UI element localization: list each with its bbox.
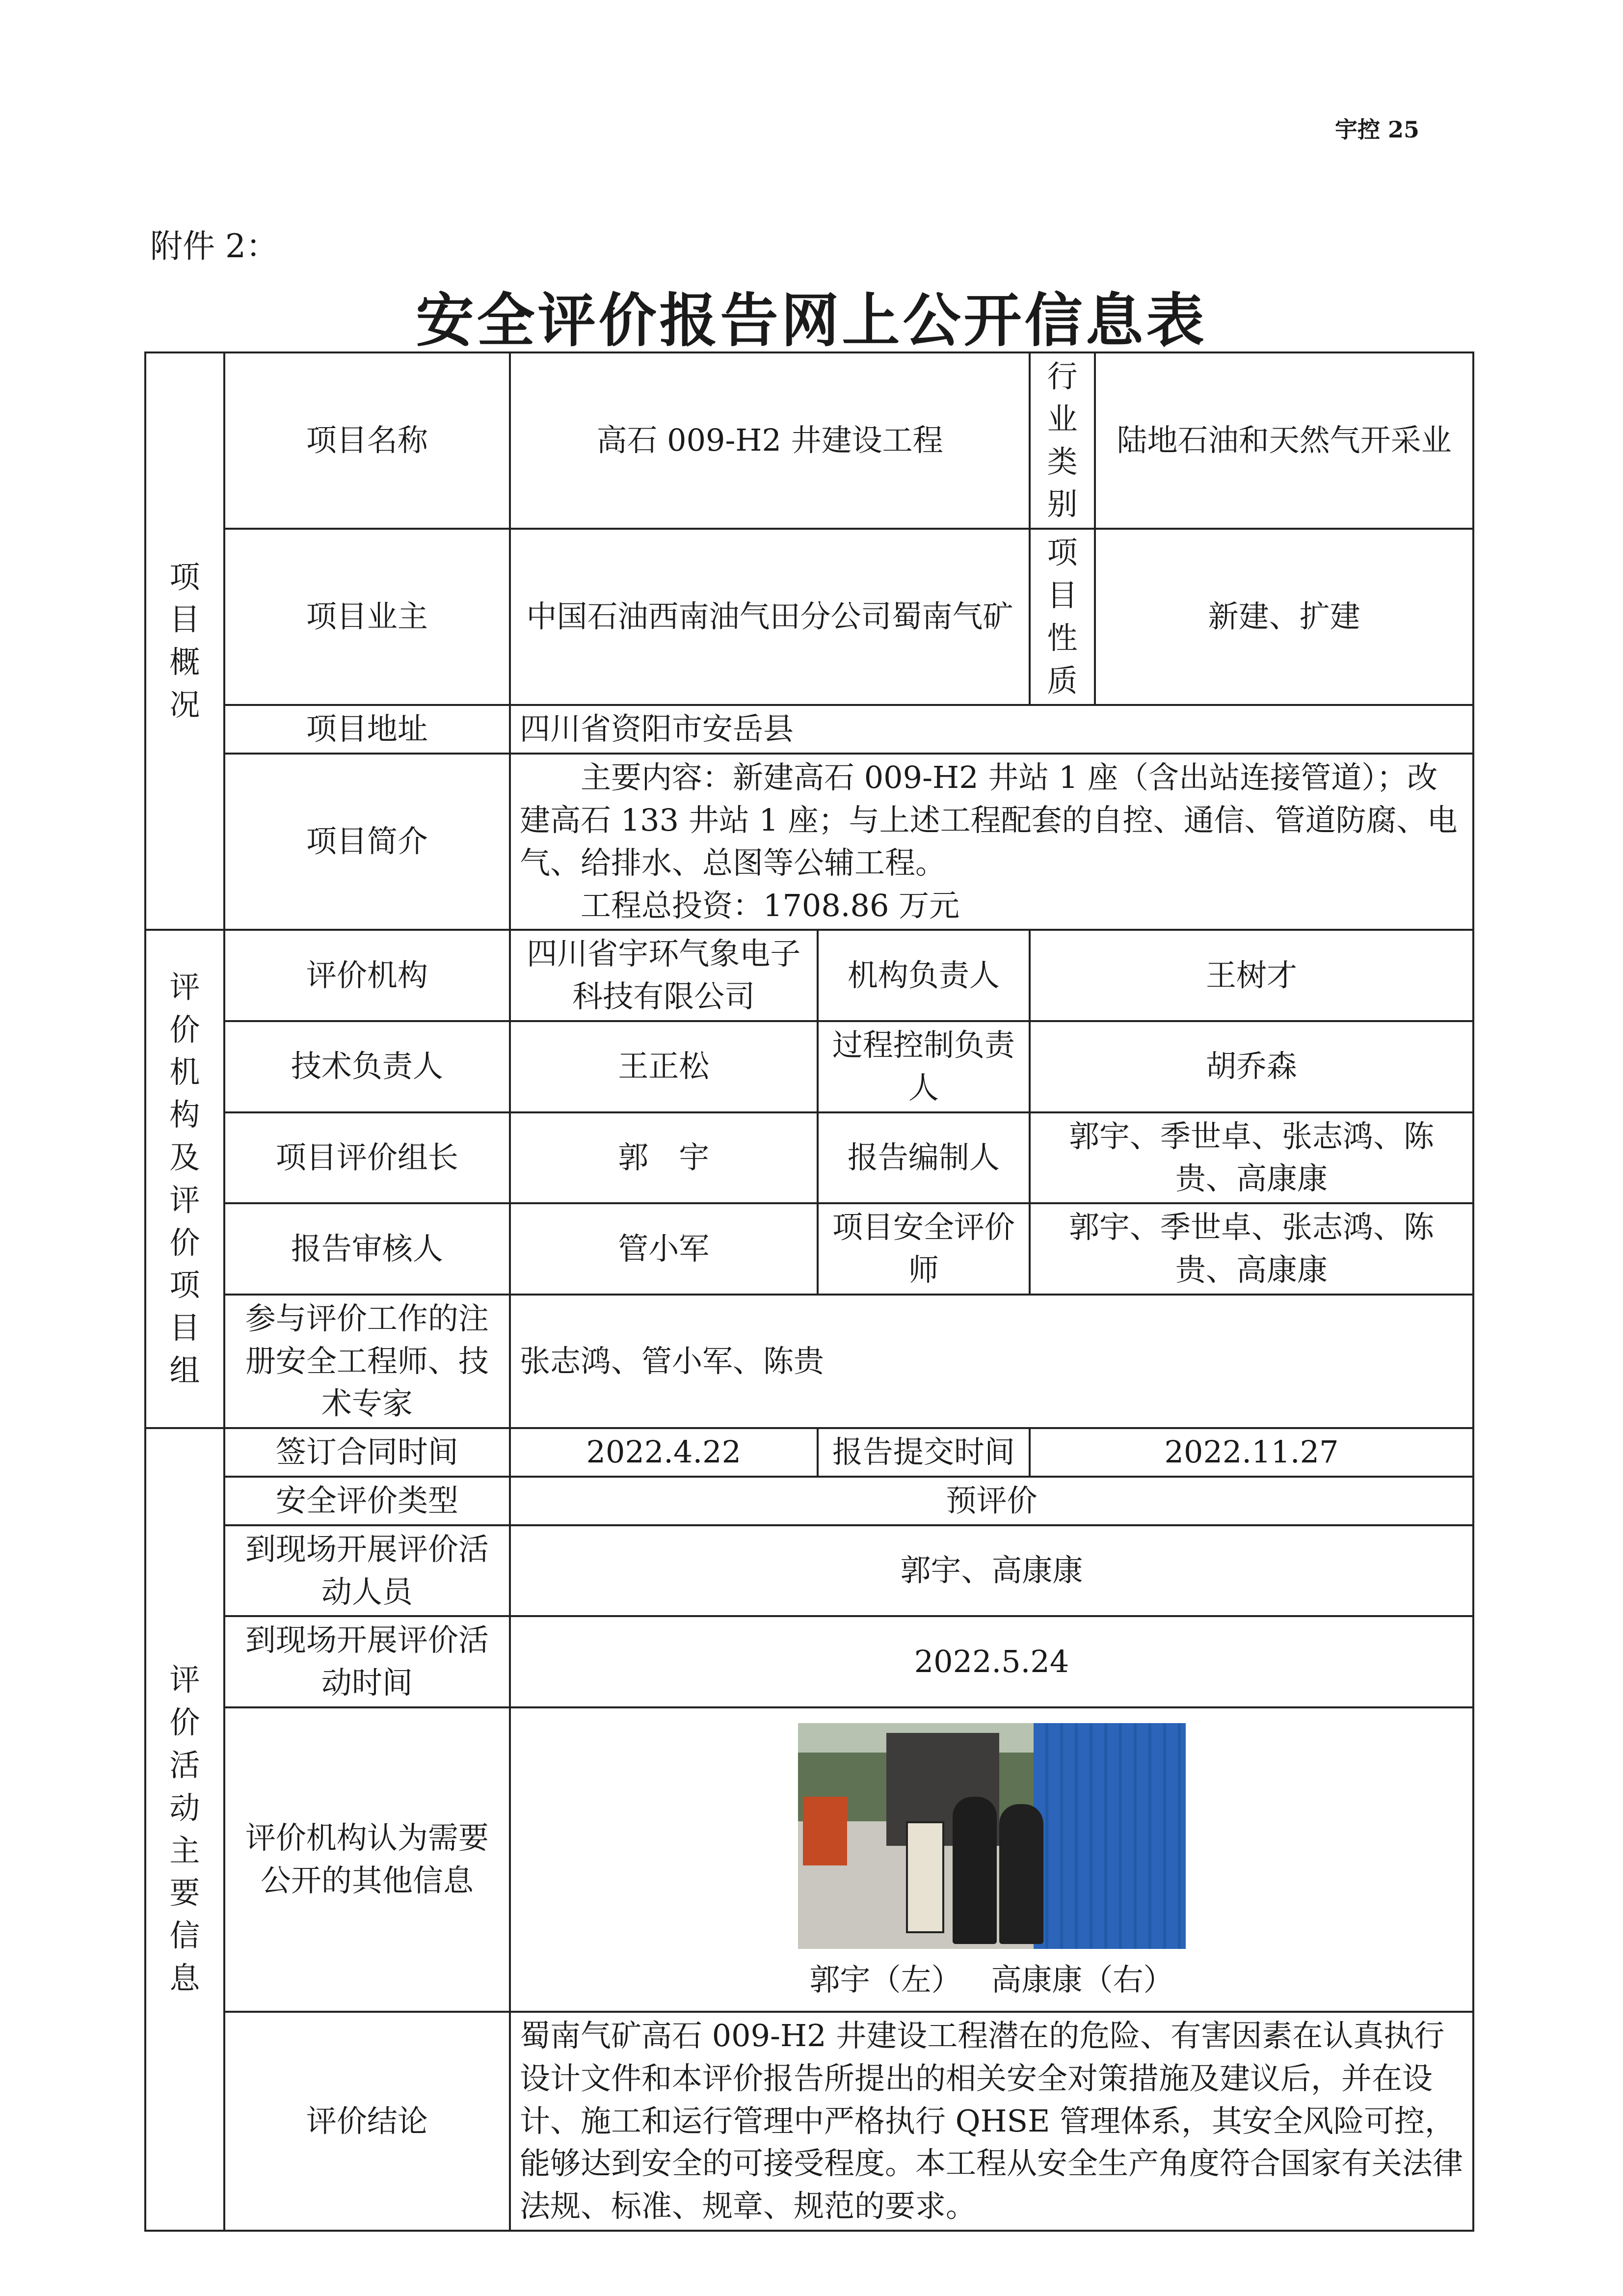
evaluator-label: 项目安全评价师 [818,1203,1030,1295]
tech-lead-label: 技术负责人 [224,1021,510,1112]
org-head-label: 机构负责人 [818,930,1030,1021]
contract-date-value: 2022.4.22 [510,1428,818,1477]
photo-caption-right: 高康康（右） [991,1961,1174,1998]
brief-text: 主要内容：新建高石 009-H2 井站 1 座（含出站连接管道）；改建高石 133 井站 1 座；与上述工程配套的自控、通信、管道防腐、电气、给排水、总图等公辅工程。 [520,759,1458,881]
site-photo [798,1723,1186,1949]
project-name-value: 高石 009-H2 井建设工程 [510,352,1030,529]
conclusion-label: 评价结论 [224,2012,510,2231]
owner-value: 中国石油西南油气田分公司蜀南气矿 [510,529,1030,705]
other-info-content [510,1707,1473,2012]
industry-value: 陆地石油和天然气开采业 [1095,352,1473,529]
tech-lead-value: 王正松 [510,1021,818,1112]
evaluator-value: 郭宇、季世卓、张志鸿、陈贵、高康康 [1030,1203,1473,1295]
site-date-value: 2022.5.24 [510,1616,1473,1707]
submit-date-value: 2022.11.27 [1030,1428,1473,1477]
team-leader-value: 郭 宇 [510,1112,818,1204]
brief-label: 项目简介 [224,754,510,930]
project-name-label: 项目名称 [224,352,510,529]
org-label: 评价机构 [224,930,510,1021]
brief-content [510,754,1473,930]
site-staff-value: 郭宇、高康康 [510,1525,1473,1617]
photo-caption-left: 郭宇（左） [809,1961,962,1998]
other-info-label: 评价机构认为需要公开的其他信息 [224,1707,510,2012]
org-head-value: 王树才 [1030,930,1473,1021]
attachment-label: 附件 2： [150,227,278,265]
address-value: 四川省资阳市安岳县 [510,705,1473,754]
submit-date-label: 报告提交时间 [818,1428,1030,1477]
site-date-label: 到现场开展评价活动时间 [224,1616,510,1707]
engineers-value: 张志鸿、管小军、陈贵 [510,1295,1473,1428]
section-overview: 项目概况 [145,352,224,930]
eval-type-value: 预评价 [510,1477,1473,1525]
industry-label: 行业类别 [1030,352,1095,529]
eval-type-label: 安全评价类型 [224,1477,510,1525]
report-writer-value: 郭宇、季世卓、张志鸿、陈贵、高康康 [1030,1112,1473,1204]
owner-label: 项目业主 [224,529,510,705]
photo-caption [520,1959,1463,2001]
process-lead-value: 胡乔森 [1030,1021,1473,1112]
report-writer-label: 报告编制人 [818,1112,1030,1204]
site-staff-label: 到现场开展评价活动人员 [224,1525,510,1617]
section-org: 评价机构及评价项目组 [145,930,224,1428]
investment-text: 工程总投资：1708.86 万元 [581,887,960,923]
section-activity: 评价活动主要信息 [145,1428,224,2231]
engineers-label: 参与评价工作的注册安全工程师、技术专家 [224,1295,510,1428]
org-value: 四川省宇环气象电子科技有限公司 [510,930,818,1021]
reviewer-value: 管小军 [510,1203,818,1295]
nature-label: 项目性质 [1030,529,1095,705]
process-lead-label: 过程控制负责人 [818,1021,1030,1112]
conclusion-text: 蜀南气矿高石 009-H2 井建设工程潜在的危险、有害因素在认真执行设计文件和本评价报告所提出的相关安全对策措施及建议后，并在设计、施工和运行管理中严格执行 QHSE 管理体系，其安全风险可控，能够达到安全的可接受程度。本工程从安全生产角度符合国家有关法律法规、标准、规章、规范的要求。 [510,2012,1473,2231]
nature-value: 新建、扩建 [1095,529,1473,705]
document-number: 宇控 25 [1335,116,1420,143]
address-label: 项目地址 [224,705,510,754]
page-title: 安全评价报告网上公开信息表 [416,286,1207,354]
team-leader-label: 项目评价组长 [224,1112,510,1204]
reviewer-label: 报告审核人 [224,1203,510,1295]
info-table [144,351,1474,2232]
contract-date-label: 签订合同时间 [224,1428,510,1477]
